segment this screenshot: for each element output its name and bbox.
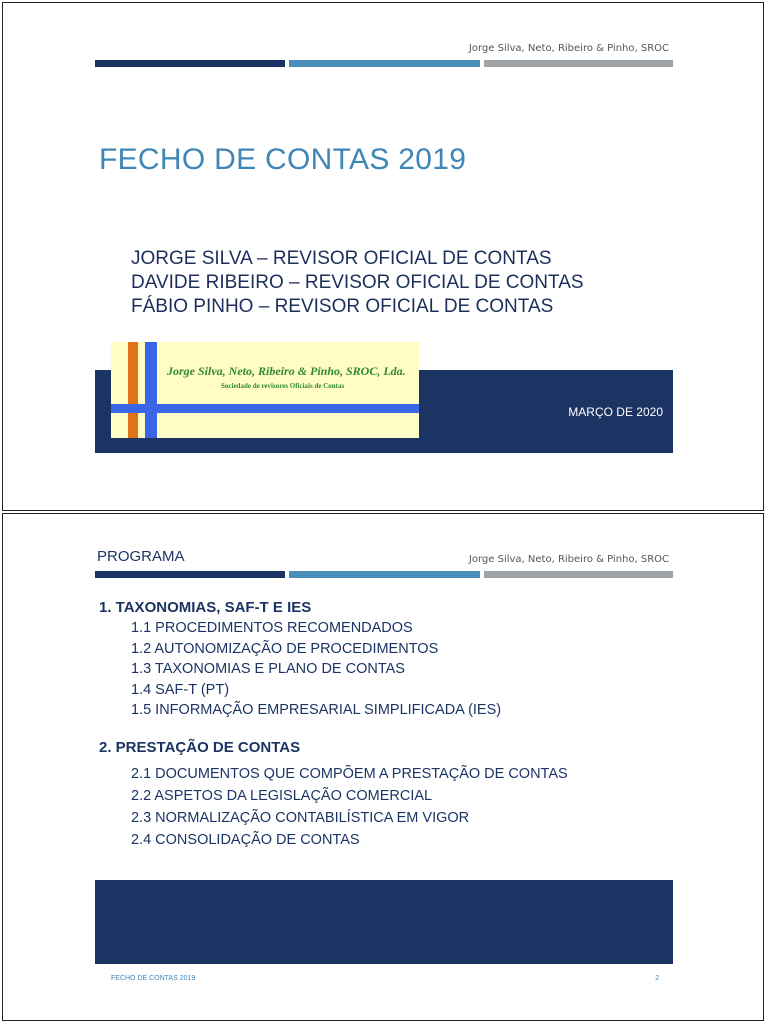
blue-bar bbox=[289, 571, 480, 578]
program-slide bbox=[2, 513, 764, 1021]
header-color-bars bbox=[95, 571, 673, 578]
logo-company-name: Jorge Silva, Neto, Ribeiro & Pinho, SROC, Lda. bbox=[167, 364, 406, 378]
authors-list bbox=[131, 247, 584, 319]
section-title: 1. TAXONOMIAS, SAF-T E IES bbox=[99, 599, 312, 616]
list-item: 1.4 SAF-T (PT) bbox=[131, 681, 230, 698]
grey-bar bbox=[484, 571, 673, 578]
title-slide bbox=[2, 2, 764, 511]
list-item: 2.2 ASPETOS DA LEGISLAÇÃO COMERCIAL bbox=[131, 788, 433, 804]
logo-orange-stripe bbox=[128, 342, 138, 438]
section-title: 2. PRESTAÇÃO DE CONTAS bbox=[99, 739, 301, 756]
footer-band bbox=[95, 880, 673, 964]
company-logo bbox=[111, 342, 419, 438]
slide-heading: PROGRAMA bbox=[97, 548, 185, 565]
author-line: FÁBIO PINHO – REVISOR OFICIAL DE CONTAS bbox=[131, 296, 554, 317]
section-items bbox=[131, 618, 501, 721]
firm-name: Jorge Silva, Neto, Ribeiro & Pinho, SROC bbox=[468, 554, 669, 565]
presentation-date: MARÇO DE 2020 bbox=[568, 405, 663, 419]
grey-bar bbox=[484, 60, 673, 67]
list-item: 2.4 CONSOLIDAÇÃO DE CONTAS bbox=[131, 832, 360, 848]
author-line: JORGE SILVA – REVISOR OFICIAL DE CONTAS bbox=[131, 248, 552, 269]
page-number: 2 bbox=[655, 975, 659, 982]
list-item: 1.2 AUTONOMIZAÇÃO DE PROCEDIMENTOS bbox=[131, 640, 439, 657]
blue-bar bbox=[289, 60, 480, 67]
footer-title: FECHO DE CONTAS 2019 bbox=[111, 975, 196, 982]
list-item: 1.5 INFORMAÇÃO EMPRESARIAL SIMPLIFICADA (IES) bbox=[131, 702, 502, 718]
navy-bar bbox=[95, 60, 285, 67]
header-color-bars bbox=[95, 60, 673, 67]
logo-subtitle: Sociedade de revisores Oficiais de Contas bbox=[221, 382, 345, 390]
list-item: 1.3 TAXONOMIAS E PLANO DE CONTAS bbox=[131, 661, 405, 677]
logo-horizontal-stripe bbox=[111, 404, 419, 413]
navy-bar bbox=[95, 571, 285, 578]
logo-blue-stripe bbox=[145, 342, 157, 438]
section-items bbox=[131, 763, 568, 851]
presentation-title: FECHO DE CONTAS 2019 bbox=[99, 143, 467, 176]
author-line: DAVIDE RIBEIRO – REVISOR OFICIAL DE CONTAS bbox=[131, 272, 584, 293]
list-item: 2.1 DOCUMENTOS QUE COMPÕEM A PRESTAÇÃO DE CONTAS bbox=[131, 766, 568, 782]
firm-name: Jorge Silva, Neto, Ribeiro & Pinho, SROC bbox=[468, 43, 669, 54]
list-item: 2.3 NORMALIZAÇÃO CONTABILÍSTICA EM VIGOR bbox=[131, 810, 470, 826]
list-item: 1.1 PROCEDIMENTOS RECOMENDADOS bbox=[131, 620, 413, 636]
